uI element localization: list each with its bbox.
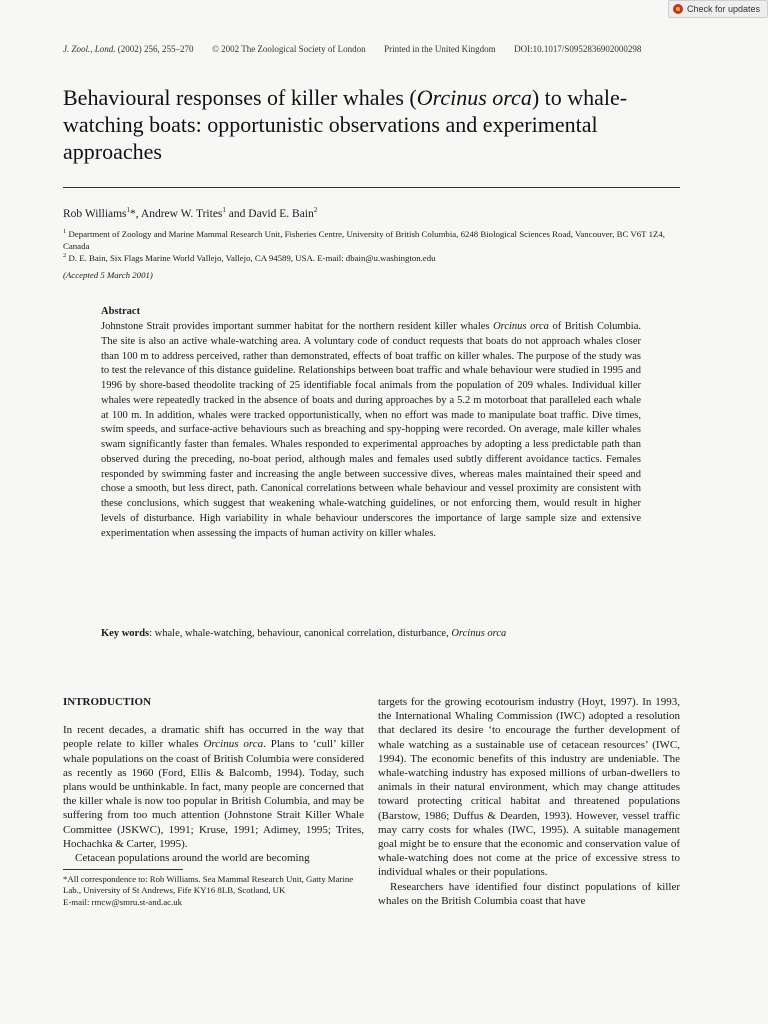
section-heading: INTRODUCTION <box>63 696 152 708</box>
abstract-body: Johnstone Strait provides important summer habitat for the northern resident killer whales Orcinus orca of British Columbia. The site is also an active whale-watching area. A voluntary code of conduct requests that boats do not approach whales closer than 100 m to address perceived, rather than demonstrated, effects of boat traffic on killer whales. The purpose of the study was to test the relevance of this distance guideline. Relationships between boat traffic and whale behaviour were studied in 1995 and 1996 by shore-based theodolite tracking of 25 identifiable focal animals from the population of 209 whales. Individual killer whales were repeatedly tracked in the absence of boats and during approaches by a 5.2 m motorboat that paralleled each whale at 100 m. In addition, whales were tracked opportunistically, when no effort was made to manipulate boat traffic. Dive times, swim speeds, and surface-active behaviours such as breaching and spy-hopping were recorded. On average, male killer whales swam significantly faster than females. Whales responded to experimental approaches by adopting a less predictable path than observed during the preceding, no-boat period, although males and females used subtly different avoidance tactics. Females responded by swimming faster and increasing the angle between successive dives, whereas males maintained their speed and chose a smooth, but less direct, path. Canonical correlations between whale behaviour and vessel proximity are consistent with these conclusions, which suggest that weakening whale-watching guidelines, or not enforcing them, would result in higher levels of disturbance. High variability in whale behaviour underscores the importance of large sample size and extensive experimentation when assessing the impacts of human activity on killer whales. <box>101 321 641 539</box>
title-species: Orcinus orca <box>416 85 532 110</box>
abstract-heading: Abstract <box>101 306 141 317</box>
accepted-date: (Accepted 5 March 2001) <box>63 270 153 280</box>
affiliation: $^1$ Department of Zoology and Marine Mammal Research Unit, Fisheries Centre, University of British Columbia, 6248 Biological Sciences Road, Vancouver, BC V6T 1Z4, Canada <box>63 228 665 251</box>
keywords: Key words: whale, whale-watching, behaviour, canonical correlation, disturbance, Orcinus orca <box>101 628 507 639</box>
footnote-email: E-mail: rmcw@smru.st-and.ac.uk <box>63 896 183 907</box>
footnote: *All correspondence to: Rob Williams. Sea Mammal Research Unit, Gatty Marine Lab., University of St Andrews, Fife KY16 8LB, Scotland, UK E-mail: rmcw@smru.st-and.ac.uk <box>63 874 364 908</box>
crossmark-icon <box>673 4 683 14</box>
title-rule <box>63 187 680 188</box>
author: Andrew W. Trites <box>140 207 223 220</box>
author-list: Rob Williams$^1$*, Andrew W. Trites$^1$ and David E. Bain$^2$ <box>63 206 318 220</box>
affiliation: $^2$ D. E. Bain, Six Flags Marine World Vallejo, Vallejo, CA 94589, USA. E-mail: dbain@u.washington.edu <box>63 252 436 263</box>
article-title: Behavioural responses of killer whales (Orcinus orca) to whale-watching boats: opportunistic observations and experimental approaches <box>63 85 628 164</box>
printed-in: Printed in the United Kingdom <box>384 44 496 54</box>
paragraph: Cetacean populations around the world are becoming <box>75 852 310 865</box>
paragraph: In recent decades, a dramatic shift has occurred in the way that people relate to killer whales Orcinus orca. Plans to ‘cull’ killer whale populations on the coast of British Columbia were considered as recently as 1960 (Ford, Ellis & Balcomb, 1994). Today, such plans would be unthinkable. In fact, many people are concerned that the killer whale is now too popular in British Columbia, and may be suffering from too much attention (Johnstone Strait Killer Whale Committee (JSKWC), 1991; Kruse, 1991; Adimey, 1995; Trites, Hochachka & Carter, 1995). <box>63 724 364 850</box>
right-column <box>378 695 680 908</box>
copyright: © 2002 The Zoological Society of London <box>212 44 366 54</box>
paragraph: Researchers have identified four distinct populations of killer whales on the British Columbia coast that have <box>378 880 680 907</box>
footnote-rule <box>63 869 183 870</box>
journal-name: J. Zool., Lond. <box>63 44 116 54</box>
paragraph: targets for the growing ecotourism industry (Hoyt, 1997). In 1993, the International Whaling Commission (IWC) adopted a resolution that declared its desire ‘to encourage the further development of whale watching as a sustainable use of cetacean resources’ (IWC, 1994). The economic benefits of this industry are undeniable. The whale-watching industry has exposed millions of urban-dwellers to animals in their natural environment, which may change attitudes toward protecting critical habitat and threatened populations (Barstow, 1986; Duffus & Dearden, 1993). However, vessel traffic may carry costs for whales (IWC, 1995). A suitable management goal might be to ensure that the economic and conservation value of whale-watching does not come at the price of excessive stress to individual whales or their populations. <box>378 696 680 879</box>
check-for-updates-label: Check for updates <box>687 4 761 14</box>
check-for-updates-badge[interactable] <box>668 0 768 18</box>
author: Rob Williams <box>63 207 127 220</box>
citation: (2002) 256, 255–270 <box>117 44 194 54</box>
doi[interactable]: DOI:10.1017/S0952836902000298 <box>514 44 642 54</box>
author: David E. Bain <box>248 207 314 220</box>
left-column <box>63 695 364 908</box>
running-header <box>63 44 680 54</box>
